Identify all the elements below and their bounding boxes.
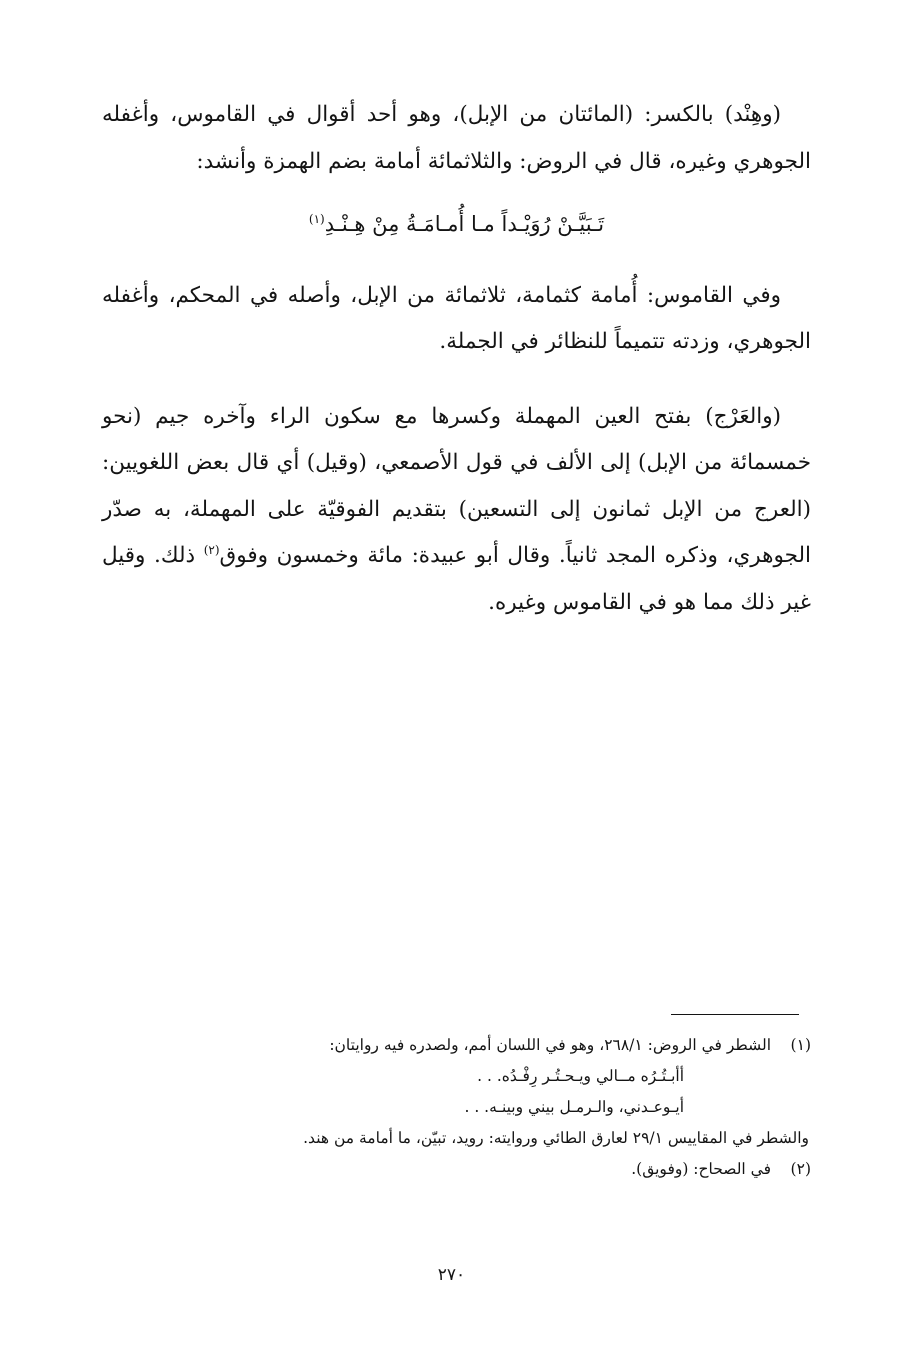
paragraph-arj: [102, 394, 811, 627]
paragraph-arj-part2: ذلك. وقيل غير ذلك مما هو في القاموس وغيره.: [102, 543, 811, 615]
main-text-block: [102, 92, 811, 626]
verse-line: [102, 201, 811, 248]
footnotes-block: [102, 1030, 811, 1185]
footnote-1-continuation: والشطر في المقاييس ٢٩/١ لعارق الطائي وروايته: رويد، تبيّن، ما أمامة من هند.: [303, 1129, 809, 1147]
footnote-separator: [671, 1014, 799, 1015]
footnote-1-verse-2: أيـوعـدني، والـرمـل بيني وبينـه. . .: [464, 1098, 684, 1116]
page-number: ٢٧٠: [437, 1265, 466, 1285]
footnote-2: [102, 1154, 811, 1185]
footnote-1-text: الشطر في الروض: ٢٦٨/١، وهو في اللسان أمم، ولصدره فيه روايتان:: [329, 1036, 771, 1054]
footnote-1-verse-1: أأبـتُـرُه مــالي ويـحـتُـر رِفْـدُه. . .: [477, 1067, 684, 1085]
footnote-ref-2[interactable]: (٢): [203, 542, 220, 557]
footnote-2-number: (٢): [790, 1160, 811, 1178]
verse-text: تَـبَيَّـنْ رُوَيْـداً مـا أُمـامَـةُ مِنْ هِـنْـدِ: [324, 212, 605, 236]
paragraph-umama: وفي القاموس: أُمامة كثمامة، ثلاثمائة من الإبل، وأصله في المحكم، وأغفله الجوهري، وزدته تتميماً للنظائر في الجملة.: [102, 282, 811, 354]
paragraph-arj-part1: (والعَرْج) بفتح العين المهملة وكسرها مع سكون الراء وآخره جيم (نحو خمسمائة من الإبل) إلى الألف في قول الأصمعي، (وقيل) أي قال بعض اللغويين: (العرج من الإبل ثمانون إلى التسعين) بتقديم الفوقيّة على المهملة، به صدّر الجوهري، وذكره المجد ثانياً. وقال أبو عبيدة: مائة وخمسون وفوق: [102, 403, 811, 568]
footnote-2-text: في الصحاح: (وفويق).: [631, 1160, 771, 1178]
footnote-1: [102, 1030, 811, 1061]
paragraph-hind: (وهِنْد) بالكسر: (المائتان من الإبل)، وهو أحد أقوال في القاموس، وأغفله الجوهري وغيره، قال في الروض: والثلاثمائة أمامة بضم الهمزة وأنشد:: [102, 102, 811, 174]
footnote-1-number: (١): [790, 1036, 811, 1054]
footnote-ref-1[interactable]: (١): [308, 212, 325, 226]
